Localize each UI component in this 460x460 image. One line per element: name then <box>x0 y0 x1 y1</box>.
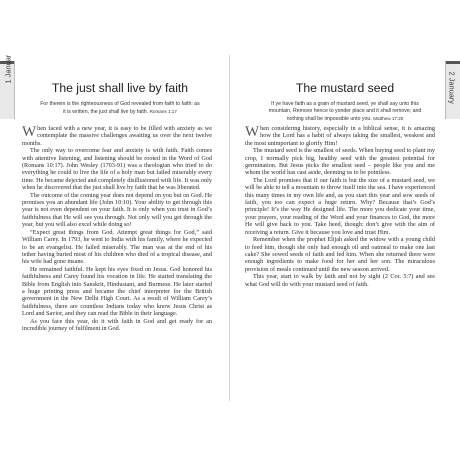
paragraph: When faced with a new year, it is easy to be filled with anxiety as we contemplate the massive challenges awaiting us over the next twelve months. <box>22 124 212 147</box>
paragraph: As you face this year, do it with faith in God and get ready for an incredible journey of fulfilment in God. <box>22 317 212 332</box>
paragraph: “Expect great things from God. Attempt great things for God,” said William Carey. In 1793, he went to India with his family, where he expected to be an evangelist. He failed miserably. The man was at the end of his tether having buried most of his children who died of a tropical disease, and his wife had gone insane. <box>22 228 212 266</box>
drop-cap: W <box>245 124 260 140</box>
paragraph: The mustard seed is the smallest of seeds. When buying seed to plant my crop, I normally pick big, healthy seed with the greatest potential for germination. But Jesus picks the smallest seed – people like you and me whom the world has cast aside, deeming us to be pointless. <box>245 147 435 177</box>
devotion-title: The just shall live by faith <box>51 81 189 95</box>
paragraph: The only way to overcome fear and anxiety is with faith. Faith comes with attentive listening, and listening should be rooted in the Word of God (Romans 10:17). John Wesley (1703-91) was a theologian who tried to do everything he could to live the life of a holy man but failed miserably every time. He became dejected and completely disillusioned with life. It was only when he discovered that the just shall live by faith that he was liberated. <box>22 147 212 192</box>
scripture-verse <box>40 101 200 116</box>
date-label <box>4 72 13 84</box>
paragraph: This year, start to walk by faith and not by sight (2 Cor. 5:7) and see what God will do with your mustard seed of faith. <box>245 273 435 288</box>
devotion-title: The mustard seed <box>295 81 395 95</box>
book-spread <box>0 55 460 401</box>
scripture-verse <box>265 101 425 123</box>
paragraph: The Lord promises that if our faith is but the size of a mustard seed, we will be able to tell a mountain to throw itself into the sea. I have experienced this many times in my own life and, as you start this year and sow seeds of faith, you too can expect a huge return. Why? Because that’s God’s principle! It’s the way He designed life. The more you dedicate your time, your prayers, your reading of the Word and your finances to God, the more He will give back to you. Take heed, though: don’t give with the aim of receiving a return. Give it because you love and trust Him. <box>245 176 435 236</box>
left-page <box>0 55 229 401</box>
drop-cap: W <box>22 124 37 140</box>
verse-reference: Matthew 17:20 <box>373 116 404 121</box>
date-label <box>448 72 457 84</box>
right-page <box>231 55 460 401</box>
verse-reference: Romans 1:17 <box>149 109 177 114</box>
paragraph: The outcome of the coming year does not depend on you but on God. He promises you an abundant life (John 10:10). Your ability to get through this year is not even dependent on your faith. It is only when you trust in God’s faithfulness that He will see you through. Not only will you get through the year, but you will also excel while doing so! <box>22 191 212 229</box>
verse-text: If ye have faith as a grain of mustard seed, ye shall say unto this mountain, Remove hence to yonder place and it shall remove; and nothing shall be impossible unto you. <box>268 101 422 122</box>
gutter-divider <box>229 55 230 401</box>
paragraph: Remember when the prophet Elijah asked the widow with a young child to feed him, though she only had enough oil and oatmeal to make one last cake? She sowed seeds of faith and fed him. When she returned there were enough ingredients to make food for her and her son. The miraculous provision of meals continued until the new season arrived. <box>245 236 435 273</box>
devotion-body <box>22 125 212 332</box>
paragraph: He remained faithful. He kept his eyes fixed on Jesus. God honored his faithfulness and Carey found his vocation in life. He started translating the Bible from English into Sanskrit, Hindustani, and Burmese. He later started a huge printing press and became the chief interpreter for the British government in the New Delhi High Court. As a result of William Carey’s faithfulness, there are countless Indians today who know Jesus Christ as Lord and Savior, and they can read the Bible in their language. <box>22 265 212 318</box>
devotion-body <box>245 125 435 288</box>
verse-text: For therein is the righteousness of God revealed from faith to faith: as it is written, the just shall live by faith. <box>40 101 200 115</box>
paragraph: When considering history, especially in a biblical sense, it is amazing how the Lord has a habit of always taking the smallest, weakest and the most unimportant to glorify Him! <box>245 124 435 147</box>
